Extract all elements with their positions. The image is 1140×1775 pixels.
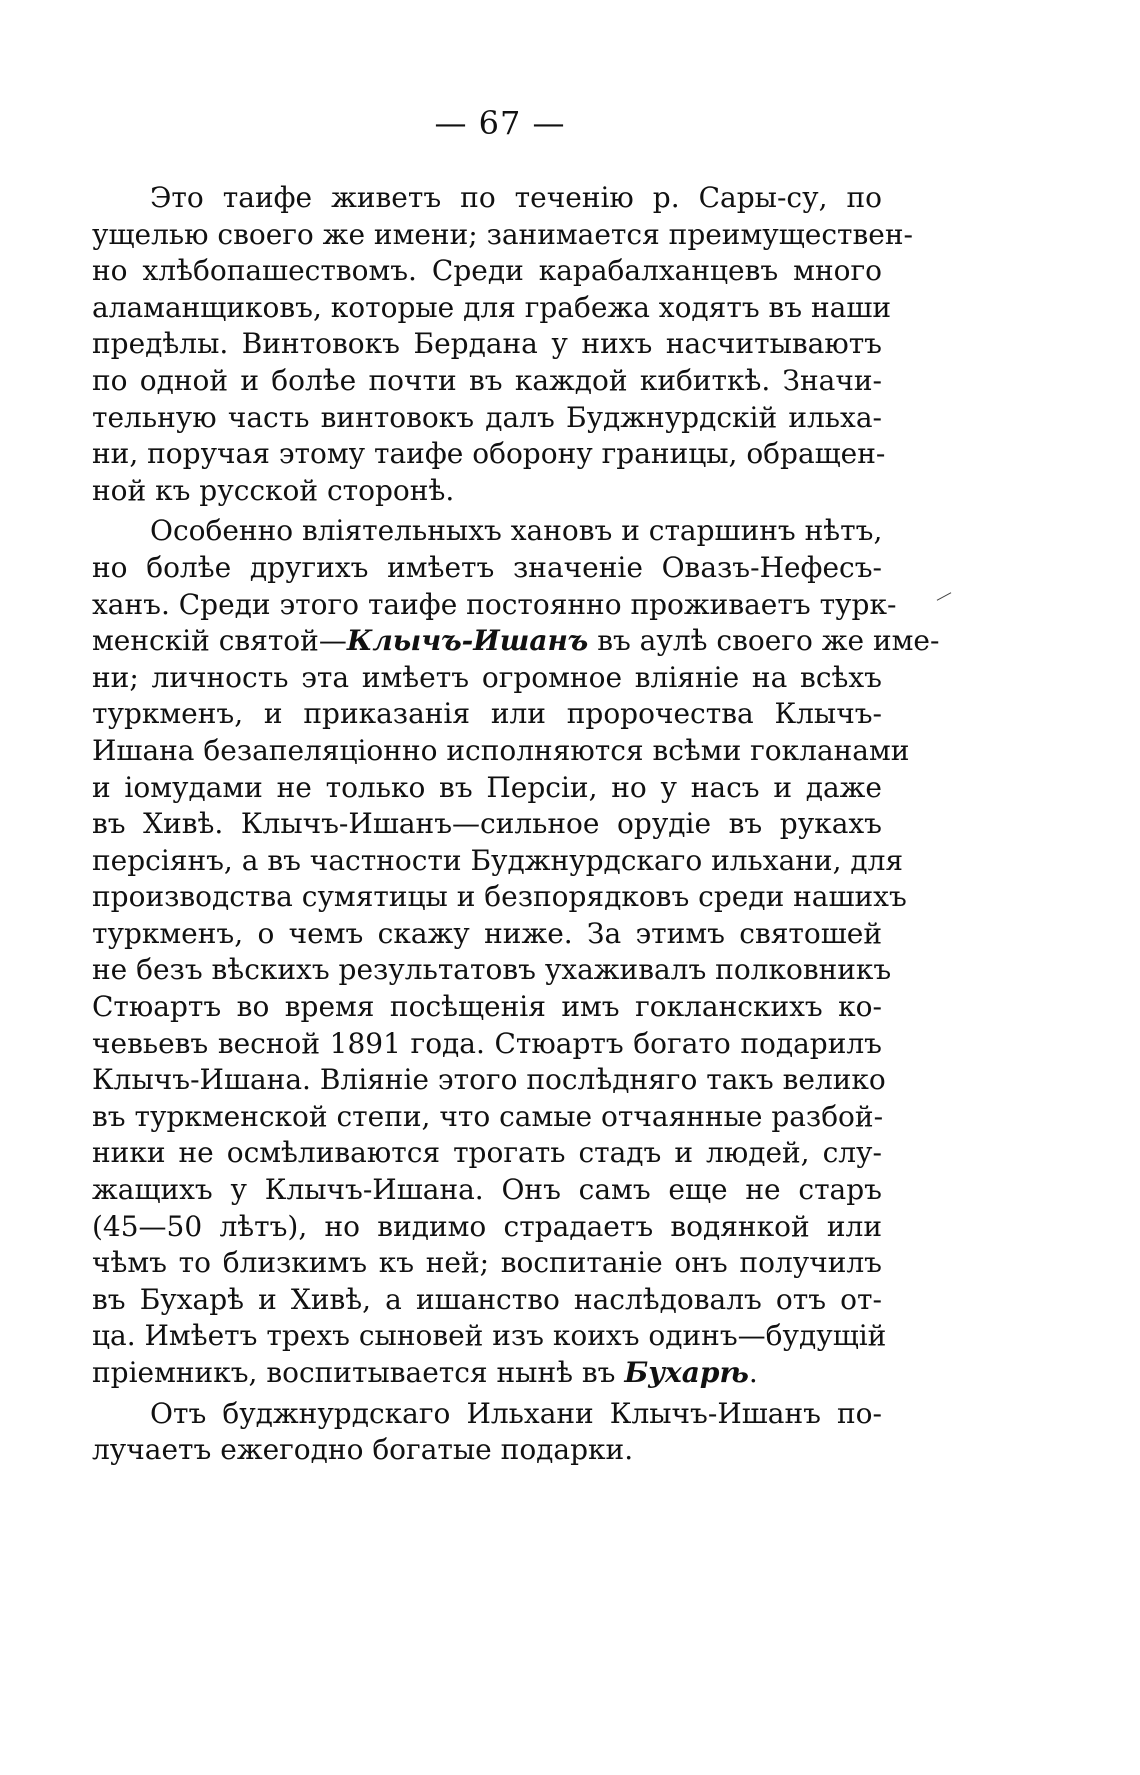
text-line: ущелью своего же имени; занимается преимуществен-	[92, 217, 913, 251]
text-line: предѣлы. Винтовокъ Бердана у нихъ насчитываютъ	[92, 327, 882, 361]
text-line: но хлѣбопашествомъ. Среди карабалханцевъ много	[92, 254, 882, 288]
text-line: Это таифе живетъ по теченію р. Сары-су, по	[150, 181, 882, 214]
body-text	[92, 180, 940, 1469]
text-line: чевьевъ весной 1891 года. Стюартъ богато подарилъ	[92, 1026, 882, 1060]
text-line: тельную часть винтовокъ далъ Буджнурдскій ильха-	[92, 400, 882, 434]
text-line: туркменъ, и приказанія или пророчества Клычъ-	[92, 697, 882, 731]
italic-place: Бухарѣ	[624, 1356, 749, 1389]
text-fragment: пріемникъ, воспитывается нынѣ въ	[92, 1356, 625, 1389]
page-number: — 67 —	[434, 104, 566, 142]
text-line: не безъ вѣскихъ результатовъ ухаживалъ полковникъ	[92, 953, 892, 987]
text-line: Отъ буджнурдскаго Ильхани Клычъ-Ишанъ по-	[150, 1396, 882, 1430]
text-line: ники не осмѣливаются трогать стадъ и людей, слу-	[92, 1136, 882, 1170]
text-fragment: .	[748, 1356, 758, 1389]
text-line: Клычъ-Ишана. Вліяніе этого послѣдняго такъ велико	[92, 1063, 886, 1097]
paragraph-2	[92, 513, 940, 1391]
text-line: аламанщиковъ, которые для грабежа ходятъ въ наши	[92, 290, 892, 324]
text-line: и іомудами не только въ Персіи, но у насъ и даже	[92, 770, 882, 804]
text-line: Особенно вліятельныхъ хановъ и старшинъ нѣтъ,	[150, 514, 883, 548]
text-line: по одной и болѣе почти въ каждой кибиткѣ. Значи-	[92, 363, 882, 397]
text-line: ни, поручая этому таифе оборону границы, обращен-	[92, 437, 886, 471]
text-line: ни; личность эта имѣетъ огромное вліяніе на всѣхъ	[92, 660, 882, 694]
text-line-mixed	[92, 1355, 882, 1392]
text-line: (45—50 лѣтъ), но видимо страдаетъ водянкой или	[92, 1209, 882, 1243]
text-fragment: менскій святой—	[92, 624, 347, 658]
text-line: персіянъ, а въ частности Буджнурдскаго ильхани, для	[92, 843, 904, 877]
text-line: лучаетъ ежегодно богатые подарки.	[92, 1433, 634, 1467]
text-line: въ туркменской степи, что самые отчаянные разбой-	[92, 1099, 884, 1133]
text-line: туркменъ, о чемъ скажу ниже. За этимъ святошей	[92, 916, 882, 950]
text-fragment: въ аулѣ своего же име-	[588, 624, 940, 658]
text-line: чѣмъ то близкимъ къ ней; воспитаніе онъ получилъ	[92, 1246, 882, 1280]
text-line: Ишана безапеляціонно исполняются всѣми гокланами	[92, 733, 910, 767]
text-line: ца. Имѣетъ трехъ сыновей изъ коихъ одинъ—будущій	[92, 1319, 887, 1353]
paragraph-1	[92, 180, 913, 509]
text-line: въ Бухарѣ и Хивѣ, а ишанство наслѣдовалъ отъ от-	[92, 1282, 882, 1316]
text-line: производства сумятицы и безпорядковъ среди нашихъ	[92, 880, 907, 914]
text-line: но болѣе другихъ имѣетъ значеніе Овазъ-Нефесъ-	[92, 550, 882, 584]
text-line: ной къ русской сторонѣ.	[92, 473, 455, 507]
paragraph-3	[92, 1396, 882, 1469]
text-line: въ Хивѣ. Клычъ-Ишанъ—сильное орудіе въ рукахъ	[92, 807, 882, 841]
italic-name: Клычъ-Ишанъ	[346, 624, 589, 658]
text-line: ханъ. Среди этого таифе постоянно проживаетъ турк-	[92, 587, 897, 621]
text-line: Стюартъ во время посѣщенія имъ гокланскихъ ко-	[92, 990, 882, 1024]
margin-pencil-mark	[937, 592, 952, 600]
text-line: жащихъ у Клычъ-Ишана. Онъ самъ еще не старъ	[92, 1173, 882, 1207]
text-line-mixed	[92, 623, 940, 660]
